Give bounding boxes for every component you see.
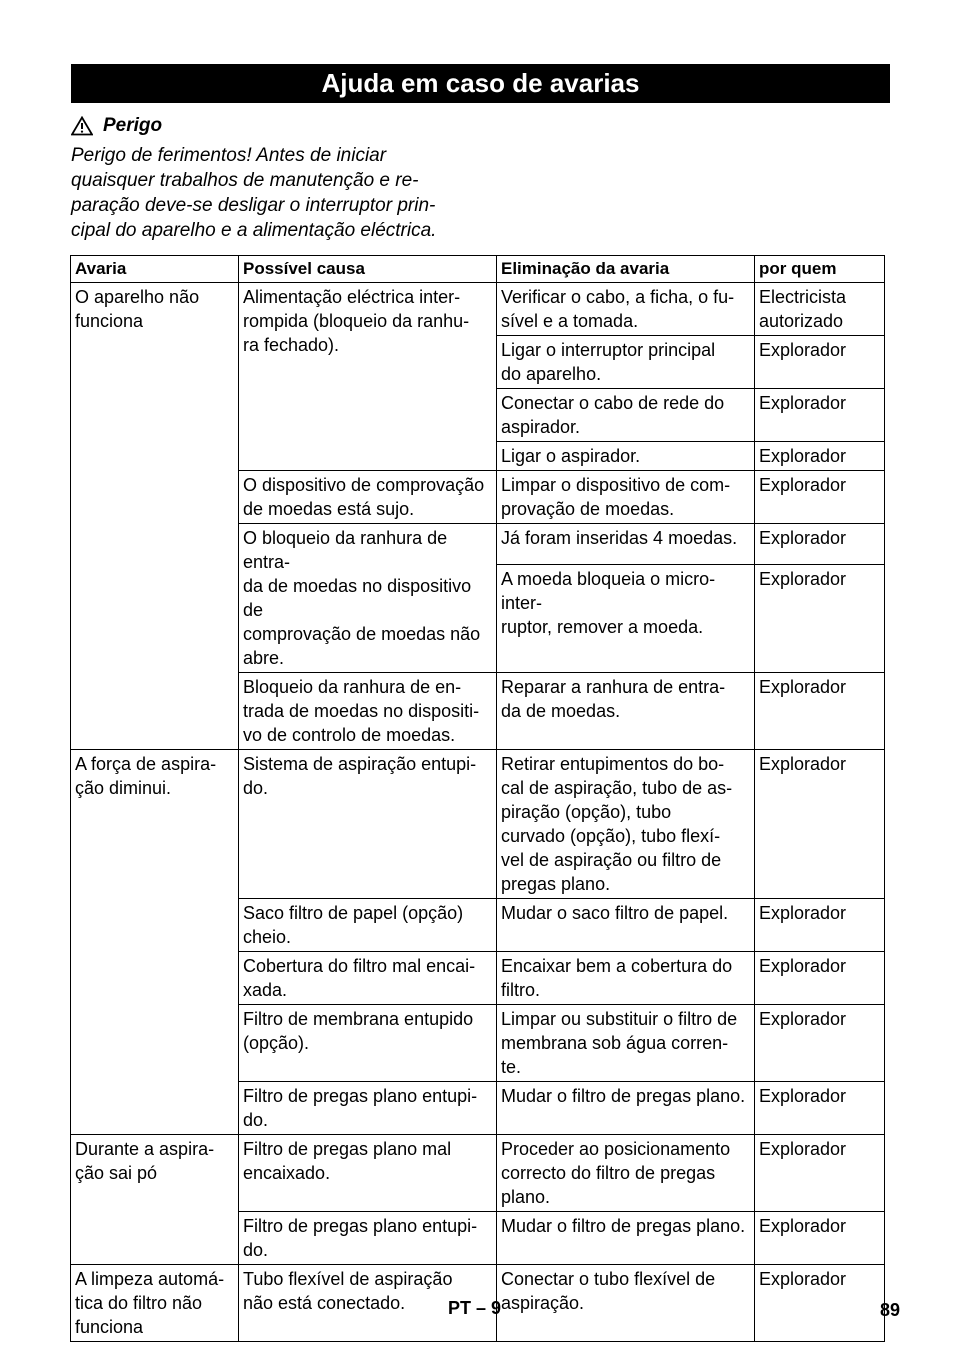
by-whom-cell: Explorador xyxy=(755,899,885,952)
table-row xyxy=(71,750,885,899)
remedy-cell: Mudar o filtro de pregas plano. xyxy=(497,1082,755,1135)
by-whom-cell: Explorador xyxy=(755,1005,885,1082)
by-whom-cell: Explorador xyxy=(755,471,885,524)
by-whom-cell: Explorador xyxy=(755,389,885,442)
by-whom-cell: Explorador xyxy=(755,564,885,672)
by-whom-cell: Explorador xyxy=(755,673,885,750)
cause-cell: Alimentação eléctrica inter- rompida (bloqueio da ranhu- ra fechado). xyxy=(239,283,497,471)
remedy-cell: Conectar o cabo de rede do aspirador. xyxy=(497,389,755,442)
by-whom-cell: Explorador xyxy=(755,750,885,899)
footer-language-page: PT – 9 xyxy=(448,1298,502,1318)
by-whom-cell: Explorador xyxy=(755,952,885,1005)
cause-cell: Filtro de pregas plano entupi- do. xyxy=(239,1082,497,1135)
cause-cell: O dispositivo de comprovação de moedas está sujo. xyxy=(239,471,497,524)
cause-cell: Filtro de pregas plano mal encaixado. xyxy=(239,1135,497,1212)
remedy-cell: A moeda bloqueia o micro-inter- ruptor, remover a moeda. xyxy=(497,564,755,672)
column-header-by-whom: por quem xyxy=(755,256,885,283)
warning-triangle-icon xyxy=(71,116,93,136)
fault-cell: A força de aspira- ção diminui. xyxy=(71,750,239,1135)
by-whom-cell: Explorador xyxy=(755,336,885,389)
warning-text: Perigo de ferimentos! Antes de iniciar quaisquer trabalhos de manutenção e re- paração deve-se desligar o interruptor prin- cipal do aparelho e a alimentação eléctrica. xyxy=(71,145,437,241)
by-whom-cell: Explorador xyxy=(755,1265,885,1342)
table-row xyxy=(71,283,885,336)
troubleshooting-table xyxy=(70,255,885,1342)
cause-cell: Tubo flexível de aspiração não está conectado. xyxy=(239,1265,497,1342)
remedy-cell: Já foram inseridas 4 moedas. xyxy=(497,524,755,565)
remedy-cell: Ligar o aspirador. xyxy=(497,442,755,471)
by-whom-cell: Explorador xyxy=(755,1212,885,1265)
cause-cell: Sistema de aspiração entupi- do. xyxy=(239,750,497,899)
by-whom-cell: Explorador xyxy=(755,1082,885,1135)
fault-cell: Durante a aspira- ção sai pó xyxy=(71,1135,239,1265)
column-header-remedy: Eliminação da avaria xyxy=(497,256,755,283)
cause-cell: Saco filtro de papel (opção) cheio. xyxy=(239,899,497,952)
by-whom-cell: Electricista autorizado xyxy=(755,283,885,336)
cause-cell: Bloqueio da ranhura de en- trada de moedas no dispositi- vo de controlo de moedas. xyxy=(239,673,497,750)
remedy-cell: Limpar o dispositivo de com- provação de moedas. xyxy=(497,471,755,524)
warning-block xyxy=(71,113,491,243)
by-whom-cell: Explorador xyxy=(755,524,885,565)
by-whom-cell: Explorador xyxy=(755,442,885,471)
remedy-cell: Retirar entupimentos do bo- cal de aspiração, tubo de as- piração (opção), tubo curvado (opção), tubo flexí- vel de aspiração ou filtro de pregas plano. xyxy=(497,750,755,899)
remedy-cell: Conectar o tubo flexível de aspiração. xyxy=(497,1265,755,1342)
by-whom-cell: Explorador xyxy=(755,1135,885,1212)
cause-cell: Cobertura do filtro mal encai- xada. xyxy=(239,952,497,1005)
remedy-cell: Mudar o saco filtro de papel. xyxy=(497,899,755,952)
column-header-cause: Possível causa xyxy=(239,256,497,283)
remedy-cell: Ligar o interruptor principal do aparelho. xyxy=(497,336,755,389)
cause-cell: Filtro de pregas plano entupi- do. xyxy=(239,1212,497,1265)
cause-cell: Filtro de membrana entupido (opção). xyxy=(239,1005,497,1082)
table-header-row xyxy=(71,256,885,283)
remedy-cell: Proceder ao posicionamento correcto do filtro de pregas plano. xyxy=(497,1135,755,1212)
warning-heading xyxy=(71,113,491,138)
remedy-cell: Encaixar bem a cobertura do filtro. xyxy=(497,952,755,1005)
fault-cell: O aparelho não funciona xyxy=(71,283,239,750)
column-header-fault: Avaria xyxy=(71,256,239,283)
remedy-cell: Verificar o cabo, a ficha, o fu- sível e a tomada. xyxy=(497,283,755,336)
warning-label: Perigo xyxy=(103,115,163,136)
remedy-cell: Limpar ou substituir o filtro de membrana sob água corren- te. xyxy=(497,1005,755,1082)
remedy-cell: Reparar a ranhura de entra- da de moedas. xyxy=(497,673,755,750)
remedy-cell: Mudar o filtro de pregas plano. xyxy=(497,1212,755,1265)
page-title: Ajuda em caso de avarias xyxy=(71,64,890,103)
fault-cell: A limpeza automá- tica do filtro não funciona xyxy=(71,1265,239,1342)
cause-cell: O bloqueio da ranhura de entra- da de moedas no dispositivo de comprovação de moedas não abre. xyxy=(239,524,497,673)
footer-page-number: 89 xyxy=(880,1300,901,1320)
table-row xyxy=(71,1135,885,1212)
